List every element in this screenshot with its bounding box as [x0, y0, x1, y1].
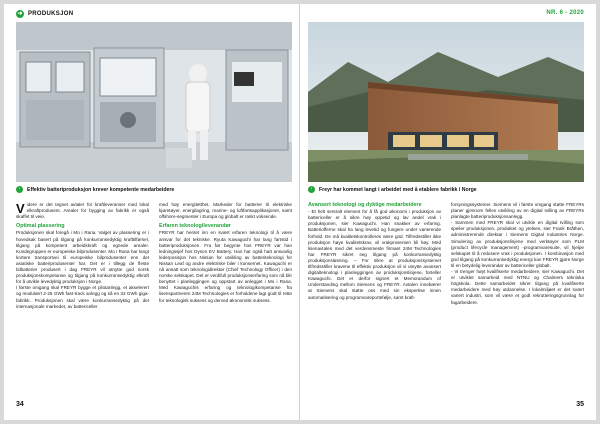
column-2: [159, 202, 292, 310]
paragraph: I første omgang skal FREYR bygge et pilotanlegg, et akselerert og modulært 2-25 GWh fast-track anlegg og så en 32 GWh giga-fabrikk. Produksjonen skal være konkurransedyktig på det internasjonale markedet, av battericeller: [16, 285, 149, 309]
lab-photo: [16, 22, 292, 182]
column-1: [16, 202, 149, 310]
column-2: [451, 202, 584, 306]
page-number: 34: [16, 401, 24, 408]
section-tag: [16, 10, 73, 18]
article-columns: [16, 202, 292, 310]
paragraph: forsyningssystemer. Siemens vil i første omgang støtte FREYRs planer gjennom felles utvikling av en digital tvilling av FREYRs planlagte batteriproduksjonsanlegg.: [451, 202, 584, 220]
paragraph: med høy energitetthet. Markeder for batterier til elektriske kjøretøyer, energilagring, marine- og luftfartsapplikasjoner, samt offshore-segmenter i Europa og globalt er raskt voksende.: [159, 202, 292, 220]
caption-text: Effektiv batteriproduksjon krever kompetente medarbeidere: [27, 186, 175, 193]
subheading: Erfaren teknologileverandør: [159, 223, 231, 230]
article-columns: [308, 202, 584, 306]
paragraph: - Sammen med FREYR skal vi utvikle en digital tvilling som speiler produksjonen, produktet og ytelsen, sier Frank Bråthen, administrerende direktør i Siemens Digital Industries Norge. Simulering av produksjonslinjene med verktøyer som PLM (product lifecycle management) -programvaresuite, vil hjelpe selskapet til å redusere vrak i produksjonen. I kombinasjon med god tilgang på konkurransedyktig energi kan FREYR gjøre Norge til en betydelig leverandør av battericeller globalt.: [451, 220, 584, 268]
paragraph: FREYR har hentet inn en svært erfaren teknologi til å være ansvar for det tekniske. Ryuta Kawaguchi har lang fartstid i batteriproduksjonen. Fra før begynte hos FREYR var han ledningssjef hos Dyson EV Battery. Han har også hatt ansvarlig lederposisjon hos Nissan for utvikling av batteriteknologi for Nissan Leaf og andre elektriske biler i konsernet. Kawaguchi er nå ansatt som teknologidirektør (Chief Technology Officer) i den norske selskapet. Det er verdifull produksjonserfaring som nå blir benyttet i planleggingen og oppstart av anlegget i Mo i Rana. Med Kawaguchis erfaring og teknologikompetanse fra lisenspartneren 24M Technologies er forholdene lagt godt til rette for teknologisk suksess og derved økonomisk suksess.: [159, 230, 292, 303]
magazine-spread: [4, 4, 596, 420]
photo-caption: [308, 186, 477, 193]
subheading: Avansert teknologi og dyktige medarbeidere: [308, 202, 422, 208]
arrow-up-icon: ↑: [16, 186, 23, 193]
left-page: [4, 4, 300, 420]
subheading: Optimal plassering: [16, 223, 65, 230]
factory-photo: [308, 22, 584, 182]
paragraph: Produksjonen skal foregå i Mo i Rana. Valget av plassering er i hovedsak basert på tilgang på konkurransedyktig krafttilførsel, tilgang på kompetent arbeidskraft og egnede arealer. Kundegruppen er europeiske bilprodusenter. Mo i Rana har langt kortere transportvei til europeiske bilprodusenter enn det asiatiske batteriprodusenter har. Det er i tillegg de fleste bilbatterier produsert i dag FREYR vil utnytte god norsk produksjonskompetanse og tilgang på konkurransedyktig elkraft for å utvikle levedyktig produksjon i Norge.: [16, 230, 149, 285]
column-1: [308, 202, 441, 306]
section-label: PRODUKSJON: [28, 11, 74, 17]
drop-cap: V: [16, 201, 25, 216]
page-number: 35: [576, 401, 584, 408]
issue-label: NR. 6 - 2020: [546, 10, 584, 16]
photo-caption: [16, 186, 174, 193]
arrow-right-icon: ➜: [17, 11, 23, 17]
intro-paragraph: Videre er det tegnet avtaler for kraftleveranser med lokal elkraftprodusent. Arealer for bygging av fabrikk er også skaffet til veie.: [16, 201, 149, 220]
arrow-up-icon: ↑: [308, 186, 315, 193]
caption-text: Freyr har kommet langt i arbeidet med å etablere fabrikk i Norge: [319, 186, 477, 193]
paragraph: - Vi trenger høyt kvalifiserte medarbeidere, sier Kawaguchi. Det er utviklet samarbeid med NTNU og Chalmers tekniska högskola. Dette samarbeidet sikrer tilgang på kvalifiserte medarbeidere med høy utdannelse. I lokalmiljøet er det svært variert industri, som vil være et godt rekrutteringsgrunnlag for fagarbeidere.: [451, 269, 584, 305]
paragraph: - Et helt sentralt element for å få god økonomi i produksjon av battericeller er å sikre høy oppetid og lav andel vrak i produksjonen, sier Kawaguchi. Han snakker av erfaring. Batteriofferne skal ha lang levetid og fungere under varierende forhold. De må kvalitetskontrolleres være god. Tilfredsstiller ikke produksjon høye kvalitetskrav, vil vrakprosenten bli høy. Med lisenavtalen med det verdensmeste firmaet 24M Technologies har FREYR sikret seg tilgang på konkurransedyktig produksjonsløsning. – For sikre at produksjonssystemet tilfredsstiller kravene til effektiv produksjon vil vi utnytte avansert digitalteknologi i planleggingen av produksjonslinjene, forteller Kawaguchi. Det er derfor signert et Memorandum of Understanding mellom Siemens og FREYR. Avtalen innebærer at Siemens skal støtte oss med sin ekspertise innen automatisering og programvareportefølje, samt kraft-: [308, 209, 441, 300]
right-page: [300, 4, 596, 420]
